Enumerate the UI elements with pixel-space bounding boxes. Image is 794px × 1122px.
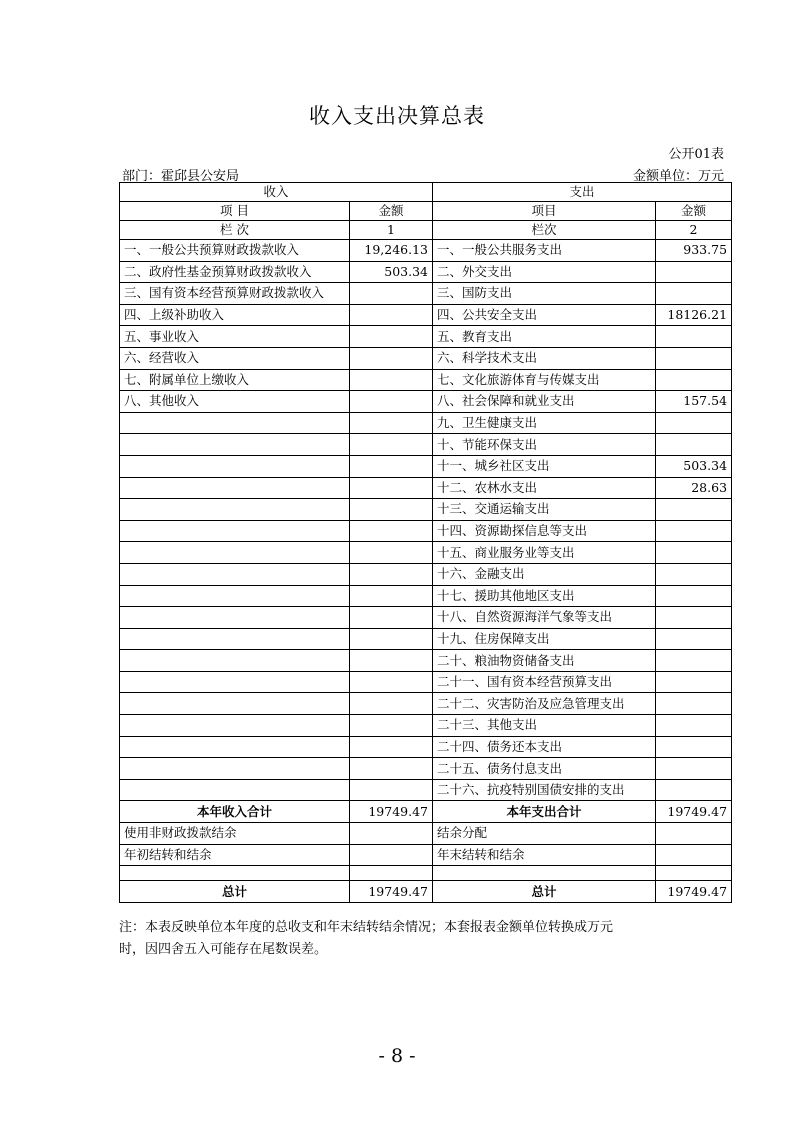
table-row [120,563,732,585]
income-amount: 503.34 [350,261,433,283]
expense-item: 十一、城乡社区支出 [433,455,656,477]
grand-total-row [120,881,732,903]
income-section-header: 收入 [120,183,433,202]
income-grand-total-label: 总计 [120,881,350,903]
expense-grand-total-label: 总计 [433,881,656,903]
expense-amount [656,693,732,715]
blank-cell [433,866,656,881]
income-amount [350,628,433,650]
expense-item-header: 项目 [433,202,656,221]
expense-amount [656,369,732,391]
expense-item: 年末结转和结余 [433,844,656,866]
income-item [120,412,350,434]
expense-amount [656,412,732,434]
expense-amount [656,736,732,758]
table-row [120,520,732,542]
header-row-lanci [120,221,732,240]
expense-amount [656,779,732,801]
expense-amount [656,261,732,283]
expense-amount [656,650,732,672]
income-item [120,520,350,542]
expense-lanci-number: 2 [656,221,732,240]
income-item [120,585,350,607]
expense-grand-total-amount: 19749.47 [656,881,732,903]
income-item: 年初结转和结余 [120,844,350,866]
table-row [120,326,732,348]
income-item [120,434,350,456]
income-item [120,715,350,737]
income-item [120,542,350,564]
expense-amount [656,283,732,305]
income-item [120,499,350,521]
expense-amount-header: 金额 [656,202,732,221]
table-row [120,347,732,369]
income-amount [350,304,433,326]
income-amount [350,844,433,866]
expense-item: 十九、住房保障支出 [433,628,656,650]
income-item [120,628,350,650]
blank-cell [120,866,350,881]
income-amount [350,499,433,521]
expense-amount [656,671,732,693]
expense-amount: 503.34 [656,455,732,477]
income-amount [350,693,433,715]
income-item: 一、一般公共预算财政拨款收入 [120,240,350,262]
expense-item: 五、教育支出 [433,326,656,348]
blank-row [120,866,732,881]
income-amount [350,412,433,434]
income-amount [350,391,433,413]
income-amount [350,520,433,542]
expense-item: 十四、资源勘探信息等支出 [433,520,656,542]
expense-item: 一、一般公共服务支出 [433,240,656,262]
expense-amount [656,499,732,521]
table-row [120,650,732,672]
income-item: 四、上级补助收入 [120,304,350,326]
expense-amount [656,628,732,650]
table-row [120,391,732,413]
expense-amount: 157.54 [656,391,732,413]
expense-item: 八、社会保障和就业支出 [433,391,656,413]
expense-amount [656,715,732,737]
expense-amount [656,844,732,866]
expense-item: 二十二、灾害防治及应急管理支出 [433,693,656,715]
expense-item: 十、节能环保支出 [433,434,656,456]
expense-item: 二、外交支出 [433,261,656,283]
income-amount [350,563,433,585]
expense-item: 结余分配 [433,823,656,845]
income-amount: 19,246.13 [350,240,433,262]
income-amount [350,779,433,801]
income-amount [350,347,433,369]
table-row [120,240,732,262]
department-label: 部门：霍邱县公安局 [122,169,240,184]
budget-summary-table [119,182,732,903]
footnote-line-1: 注：本表反映单位本年度的总收支和年末结转结余情况；本套报表金额单位转换成万元 [119,920,614,935]
income-item: 使用非财政拨款结余 [120,823,350,845]
income-year-total-label: 本年收入合计 [120,801,350,823]
income-amount [350,326,433,348]
expense-item: 二十六、抗疫特别国债安排的支出 [433,779,656,801]
income-amount [350,585,433,607]
expense-item: 三、国防支出 [433,283,656,305]
expense-item: 十三、交通运输支出 [433,499,656,521]
income-item [120,736,350,758]
expense-lanci-label: 栏次 [433,221,656,240]
expense-item: 二十五、债务付息支出 [433,758,656,780]
income-amount [350,434,433,456]
expense-amount [656,326,732,348]
income-amount-header: 金额 [350,202,433,221]
expense-item: 九、卫生健康支出 [433,412,656,434]
table-row [120,628,732,650]
amount-unit-label: 金额单位：万元 [632,169,724,184]
expense-amount: 18126.21 [656,304,732,326]
expense-amount [656,542,732,564]
income-amount [350,650,433,672]
income-amount [350,542,433,564]
expense-amount [656,434,732,456]
income-item: 八、其他收入 [120,391,350,413]
income-amount [350,736,433,758]
income-amount [350,369,433,391]
expense-item: 十六、金融支出 [433,563,656,585]
income-item [120,477,350,499]
income-amount [350,823,433,845]
table-row [120,542,732,564]
footnote [119,917,719,961]
table-row [120,779,732,801]
income-item [120,650,350,672]
income-amount [350,671,433,693]
table-row [120,412,732,434]
income-amount [350,758,433,780]
income-item [120,607,350,629]
expense-item: 二十、粮油物资储备支出 [433,650,656,672]
table-row [120,736,732,758]
income-item: 七、附属单位上缴收入 [120,369,350,391]
table-row [120,304,732,326]
income-lanci-label: 栏 次 [120,221,350,240]
table-row [120,607,732,629]
expense-item: 十二、农林水支出 [433,477,656,499]
expense-amount [656,823,732,845]
income-amount [350,715,433,737]
form-number: 公开01表 [668,147,724,162]
income-item: 五、事业收入 [120,326,350,348]
expense-item: 十五、商业服务业等支出 [433,542,656,564]
blank-cell [656,866,732,881]
income-lanci-number: 1 [350,221,433,240]
expense-item: 七、文化旅游体育与传媒支出 [433,369,656,391]
expense-item: 十八、自然资源海洋气象等支出 [433,607,656,629]
table-row [120,758,732,780]
footnote-line-2: 时，因四舍五入可能存在尾数误差。 [119,942,328,957]
income-item [120,758,350,780]
income-amount [350,283,433,305]
expense-item: 二十四、债务还本支出 [433,736,656,758]
table-row [120,823,732,845]
table-row [120,585,732,607]
table-row [120,715,732,737]
year-total-row [120,801,732,823]
income-year-total-amount: 19749.47 [350,801,433,823]
expense-amount: 28.63 [656,477,732,499]
expense-amount [656,758,732,780]
expense-amount [656,347,732,369]
expense-amount [656,585,732,607]
expense-amount: 933.75 [656,240,732,262]
expense-amount [656,563,732,585]
expense-amount [656,607,732,629]
blank-cell [350,866,433,881]
expense-item: 十七、援助其他地区支出 [433,585,656,607]
header-row-columns [120,202,732,221]
income-grand-total-amount: 19749.47 [350,881,433,903]
expense-item: 四、公共安全支出 [433,304,656,326]
income-item: 六、经营收入 [120,347,350,369]
header-row-section [120,183,732,202]
table-row [120,671,732,693]
table-row [120,261,732,283]
table-row [120,455,732,477]
table-row [120,693,732,715]
table-row [120,283,732,305]
expense-item: 六、科学技术支出 [433,347,656,369]
table-row [120,477,732,499]
expense-item: 二十三、其他支出 [433,715,656,737]
income-item [120,455,350,477]
income-item [120,779,350,801]
table-row [120,499,732,521]
table-row [120,369,732,391]
income-item [120,563,350,585]
expense-section-header: 支出 [433,183,732,202]
expense-amount [656,520,732,542]
income-amount [350,477,433,499]
income-item [120,693,350,715]
income-item: 二、政府性基金预算财政拨款收入 [120,261,350,283]
expense-year-total-label: 本年支出合计 [433,801,656,823]
expense-year-total-amount: 19749.47 [656,801,732,823]
page-title: 收入支出决算总表 [309,104,485,128]
income-amount [350,455,433,477]
expense-item: 二十一、国有资本经营预算支出 [433,671,656,693]
income-item: 三、国有资本经营预算财政拨款收入 [120,283,350,305]
income-item [120,671,350,693]
table-row [120,434,732,456]
income-amount [350,607,433,629]
page-number: - 8 - [378,1045,416,1067]
table-row [120,844,732,866]
income-item-header: 项 目 [120,202,350,221]
